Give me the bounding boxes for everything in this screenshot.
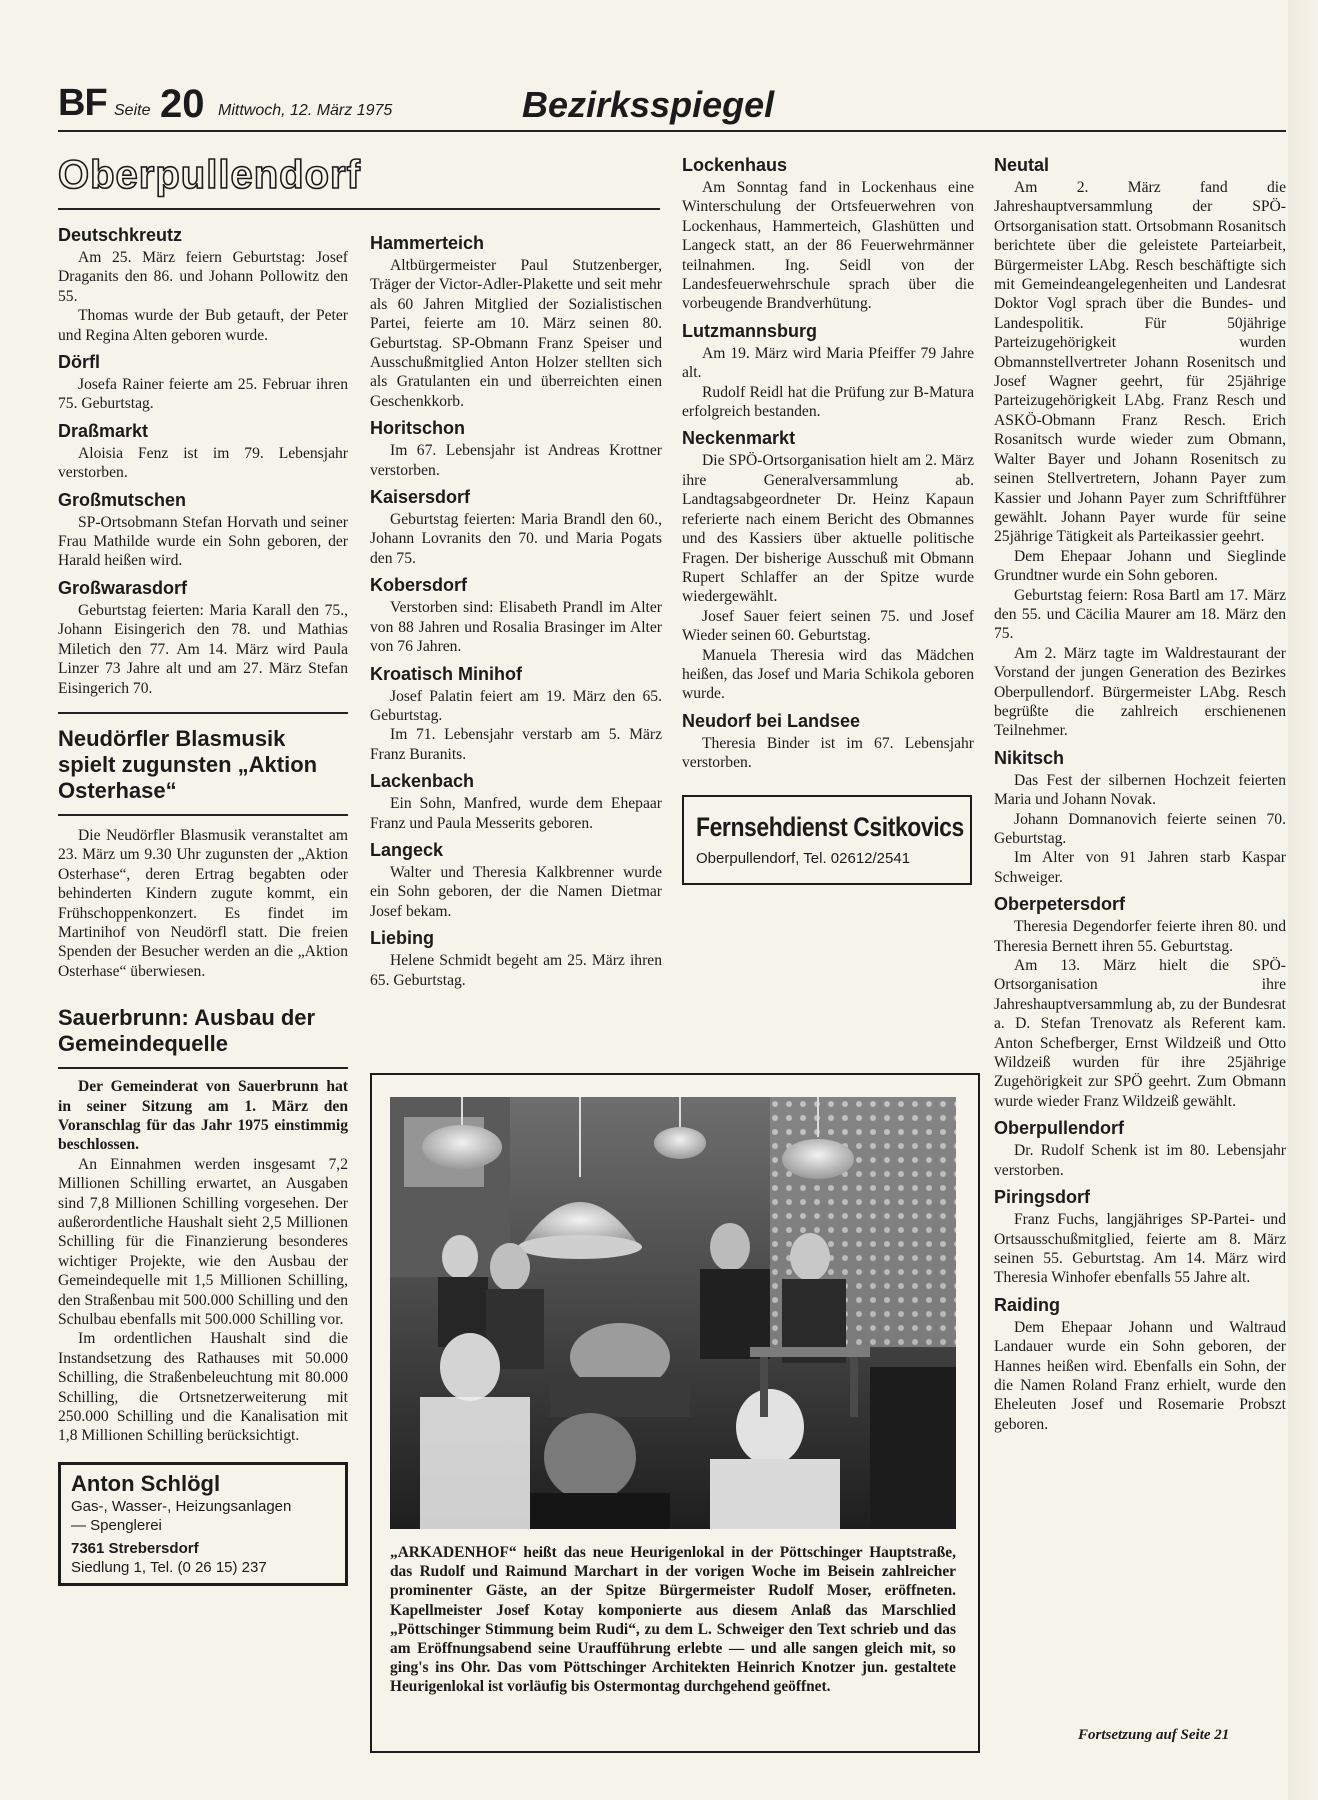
news-paragraph: Franz Fuchs, langjähriges SP-Partei- und Ortsausschußmitglied, feierte am 8. März seinen 55. Geburtstag. Am 14. März wird Theresia Winhofer ebenfalls 55 Jahre alt.: [994, 1211, 1286, 1287]
column-2-items: [370, 232, 662, 990]
news-paragraph: Am Sonntag fand in Lockenhaus eine Winterschulung der Ortsfeuerwehren von Lockenhaus, Hammerteich, Glashütten und Langeck statt, an der 86 Feuerwehrmänner teilnahmen. Ing. Seidl von der Landesfeuerwehrschule sprach über die vorbeugende Brandverhütung.: [682, 179, 974, 313]
news-paragraph: Josef Palatin feiert am 19. März den 65. Geburtstag.: [370, 687, 662, 724]
photo-box: [370, 1073, 980, 1753]
column-3-items: [682, 154, 974, 773]
masthead-section: Bezirksspiegel: [522, 84, 775, 125]
news-paragraph: Geburtstag feiern: Rosa Bartl am 17. März den 55. und Cäcilia Maurer am 18. März den 75.: [994, 586, 1286, 643]
place-heading: Nikitsch: [994, 747, 1065, 768]
title-rule: [58, 208, 660, 210]
article-sauerbrunn-title: Sauerbrunn: Ausbau der Gemeindequelle: [58, 1005, 316, 1057]
masthead-rule: [58, 130, 1286, 132]
place-heading: Neutal: [994, 155, 1050, 175]
restaurant-photo: [390, 1097, 956, 1529]
article-rule: [58, 814, 348, 816]
column-1: [58, 150, 361, 1586]
place-heading: Raiding: [994, 1294, 1060, 1315]
news-paragraph: Theresia Degendorfer feierte ihren 80. und Theresia Bernett ihren 55. Geburtstag.: [994, 918, 1286, 955]
place-heading: Piringsdorf: [994, 1187, 1091, 1208]
news-paragraph: Helene Schmidt begeht am 25. März ihren 65. Geburtstag.: [370, 952, 662, 989]
masthead-page-number: 20: [160, 82, 205, 126]
article-rule: [58, 712, 348, 714]
article-neudoerfl-body: Die Neudörfler Blasmusik veranstaltet am 23. März um 9.30 Uhr zugunsten der „Aktion Osterhase“, deren Ertrag begabten oder behinderten Kindern zugute kommt, ein Frühschoppenkonzert. Es findet im Martinihof von Neudörfl statt. Die freien Spenden der Besucher werden an die „Aktion Osterhase“ überwiesen.: [58, 826, 348, 980]
news-paragraph: Ein Sohn, Manfred, wurde dem Ehepaar Franz und Paula Messerits geboren.: [370, 795, 662, 832]
masthead-date: Mittwoch, 12. März 1975: [218, 102, 393, 119]
news-paragraph: Josef Sauer feiert seinen 75. und Josef Wieder seinen 60. Geburtstag.: [682, 607, 974, 645]
place-heading: Hammerteich: [370, 233, 485, 253]
news-paragraph: Das Fest der silbernen Hochzeit feierten Maria und Johann Novak.: [994, 771, 1286, 809]
article-neudoerfl-title: Neudörfler Blasmusik spielt zugunsten „Aktion Osterhase“: [58, 725, 318, 803]
news-paragraph: Aloisia Fenz ist im 79. Lebensjahr verstorben.: [58, 444, 348, 482]
news-paragraph: SP-Ortsobmann Stefan Horvath und seiner Frau Mathilde wurde ein Sohn geboren, der Harald heißen wird.: [58, 513, 348, 570]
news-paragraph: Am 19. März wird Maria Pfeiffer 79 Jahre alt.: [682, 344, 974, 382]
ad-anton-schloegl: [58, 1462, 348, 1586]
news-paragraph: Theresia Binder ist im 67. Lebensjahr verstorben.: [682, 734, 974, 772]
news-paragraph: Im 67. Lebensjahr ist Andreas Krottner verstorben.: [370, 442, 662, 479]
masthead-seite-label: Seite: [114, 102, 151, 119]
news-paragraph: Dem Ehepaar Johann und Sieglinde Grundtner wurde ein Sohn geboren.: [994, 547, 1286, 585]
masthead: [58, 82, 1286, 132]
column-4-items: [994, 154, 1286, 1434]
place-heading: Neckenmarkt: [682, 428, 796, 449]
news-paragraph: Die SPÖ-Ortsorganisation hielt am 2. März ihre Generalversammlung ab. Landtagsabgeordneter Dr. Heinz Kapaun referierte nach einem Bericht des Obmannes und des Kassiers über aktuelle politische Fragen. Der bisherige Ausschuß mit Obmann Rupert Schlaffer an der Spitze wurde wiedergewählt.: [682, 452, 974, 606]
district-title: Oberpullendorf: [58, 153, 361, 197]
ad-line: Oberpullendorf, Tel. 02612/2541: [696, 849, 911, 867]
news-paragraph: Am 13. März hielt die SPÖ-Ortsorganisation ihre Jahreshauptversammlung ab, zu der Bundesrat a. D. Stefan Trenovatz als Referent kam. Anton Schefberger, Ernst Wildzeiß und Otto Wildzeiß wurden für ihre 25jährige Zugehörigkeit zur SPÖ geehrt. Zum Obmann wurde wieder Franz Wildzeiß gewählt.: [994, 957, 1286, 1110]
news-paragraph: Verstorben sind: Elisabeth Prandl im Alter von 88 Jahren und Rosalia Brasinger im Alter von 76 Jahren.: [370, 599, 662, 656]
column-3: [682, 154, 974, 885]
column-2: [370, 232, 662, 990]
article-rule: [58, 1067, 348, 1069]
article-sauerbrunn-paragraph: Im ordentlichen Haushalt sind die Instandsetzung des Rathauses mit 50.000 Schilling, die Straßenbeleuchtung mit 80.000 Schilling, die Ortsnetzerweiterung mit 250.000 Schilling und die Kanalisation mit 1,8 Millionen Schilling berücksichtigt.: [58, 1330, 348, 1445]
news-paragraph: Geburtstag feierten: Maria Brandl den 60., Johann Lovranits den 70. und Maria Pogats den 75.: [370, 511, 662, 567]
news-paragraph: Im 71. Lebensjahr verstarb am 5. März Franz Buranits.: [370, 726, 662, 763]
ad-line: 7361 Strebersdorf: [71, 1539, 199, 1557]
place-heading: Oberpullendorf: [994, 1118, 1124, 1139]
place-heading: Dörfl: [58, 352, 100, 373]
place-heading: Neudorf bei Landsee: [682, 710, 861, 731]
ad-fernsehdienst: [682, 795, 972, 885]
place-heading: Kobersdorf: [370, 575, 468, 596]
news-paragraph: Thomas wurde der Bub getauft, der Peter und Regina Alten geboren wurde.: [58, 307, 348, 344]
ad-line: Siedlung 1, Tel. (0 26 15) 237: [71, 1558, 267, 1576]
masthead-logo: BF: [58, 82, 107, 124]
news-paragraph: Am 25. März feiern Geburtstag: Josef Draganits den 86. und Johann Pollowitz den 55.: [58, 249, 348, 305]
place-heading: Großmutschen: [58, 489, 187, 510]
news-paragraph: Josefa Rainer feierte am 25. Februar ihren 75. Geburtstag.: [58, 376, 348, 413]
photo-caption: „ARKADENHOF“ heißt das neue Heurigenlokal in der Pöttschinger Hauptstraße, das Rudolf und Raimund Marchart in der vorigen Woche im Beisein zahlreicher prominenter Gäste, an der Spitze Bürgermeister Rudolf Moser, eröffneten. Kapellmeister Josef Kotay komponierte aus diesem Anlaß das Marschlied „Pöttschinger Stimmung beim Rudi“, zu dem L. Schweiger den Text schrieb und das am Eröffnungsabend seine Uraufführung erlebte — und alle sangen gleich mit, so ging's ins Ohr. Das vom Pöttschinger Architekten Heinrich Knotzer jun. gestaltete Heurigenlokal ist vorläufig bis Ostermontag durchgehend geöffnet.: [390, 1544, 956, 1696]
news-paragraph: Dem Ehepaar Johann und Waltraud Landauer wurde ein Sohn geboren, der Hannes heißen wird. Ebenfalls ein Sohn, der die Namen Roland Franz erhielt, wurde den Eheleuten Josef und Rosemarie Probszt geboren.: [994, 1318, 1286, 1433]
article-sauerbrunn-lead: Der Gemeinderat von Sauerbrunn hat in seiner Sitzung am 1. März den Voranschlag für das Jahr 1975 einstimmig beschlossen.: [58, 1078, 348, 1154]
news-paragraph: Manuela Theresia wird das Mädchen heißen, das Josef und Maria Schikola geboren wurde.: [682, 646, 974, 703]
column-1-items: [58, 224, 348, 698]
ad-name: Fernsehdienst Csitkovics: [696, 811, 964, 842]
news-paragraph: Walter und Theresia Kalkbrenner wurde ein Sohn geboren, der die Namen Dietmar Josef bekam.: [370, 863, 662, 920]
place-heading: Lackenbach: [370, 771, 475, 792]
place-heading: Kaisersdorf: [370, 487, 471, 508]
place-heading: Großwarasdorf: [58, 577, 188, 598]
news-paragraph: Rudolf Reidl hat die Prüfung zur B-Matura erfolgreich bestanden.: [682, 383, 974, 421]
article-sauerbrunn-paragraph: An Einnahmen werden insgesamt 7,2 Millionen Schilling erwartet, an Ausgaben sind 7,8 Millionen Schilling vorgesehen. Der außerordentliche Haushalt sieht 2,5 Millionen Schilling für die Finanzierung besonderes wichtiger Projekte, wie den Ausbau der Gemeindequelle mit 1,5 Millionen Schilling, den Straßenbau mit 500.000 Schilling und den Schulbau ebenfalls mit 500.000 Schilling vor.: [58, 1155, 348, 1329]
news-paragraph: Geburtstag feierten: Maria Karall den 75., Johann Eisingerich den 78. und Mathias Miletich den 77. Am 14. März wird Paula Linzer 73 Jahre alt und am 27. März Stefan Eisingerich 70.: [58, 601, 348, 697]
place-heading: Deutschkreutz: [58, 225, 183, 245]
ad-line: — Spenglerei: [71, 1516, 162, 1534]
page-edge: [1288, 0, 1318, 1800]
continuation-note: Fortsetzung auf Seite 21: [1078, 1727, 1230, 1743]
news-paragraph: Am 2. März tagte im Waldrestaurant der Vorstand der jungen Generation des Bezirkes Oberpullendorf. Bürgermeister LAbg. Resch begrüßte die zahlreich erschienenen Teilnehmer.: [994, 644, 1286, 740]
news-paragraph: Am 2. März fand die Jahreshauptversammlung der SPÖ-Ortsorganisation statt. Ortsobmann Rosanitsch berichtete über die geleistete Parteiarbeit, Bürgermeister LAbg. Resch beschäftigte sich mit Gemeindeangelegenheiten und Landesrat Doktor Vogl sprach über die Bundes- und Landespolitik. Für 50jährige Parteizugehörigkeit wurden Obmannstellvertreter Johann Rosenitsch und Josef Wagner geehrt, für 25jährige Parteizugehörigkeit LAbg. Franz Resch und ASKÖ-Obmann Franz Resch. Erich Rosanitsch wurde wieder zum Obmann, Walter Bayer und Johann Rosenitsch zu seinen Stellvertretern, Johann Payer zum Kassier und Johann Payer zum Schriftführer gewählt. Johann Payer wurde für seine 25jährige Tätigkeit als Parteikassier geehrt.: [994, 179, 1286, 546]
place-heading: Liebing: [370, 928, 434, 949]
column-4: [994, 154, 1286, 1434]
news-paragraph: Johann Domnanovich feierte seinen 70. Geburtstag.: [994, 810, 1286, 847]
ad-line: Gas-, Wasser-, Heizungsanlagen: [71, 1497, 292, 1515]
news-paragraph: Altbürgermeister Paul Stutzenberger, Träger der Victor-Adler-Plakette und seit mehr als 60 Jahren Mitglied der Sozialistischen Partei, feierte am 10. März seinen 80. Geburtstag. SP-Obmann Franz Speiser und Ausschußmitglied Anton Holzer stellten sich als Gratulanten ein und überreichten einen Geschenkkorb.: [370, 257, 662, 410]
place-heading: Lockenhaus: [682, 155, 788, 175]
news-paragraph: Im Alter von 91 Jahren starb Kaspar Schweiger.: [994, 849, 1286, 886]
place-heading: Langeck: [370, 839, 444, 860]
place-heading: Horitschon: [370, 418, 466, 439]
place-heading: Draßmarkt: [58, 420, 149, 441]
place-heading: Kroatisch Minihof: [370, 663, 522, 684]
place-heading: Oberpetersdorf: [994, 894, 1126, 915]
place-heading: Lutzmannsburg: [682, 320, 817, 341]
restaurant-photo-image: [390, 1097, 956, 1529]
ad-name: Anton Schlögl: [71, 1470, 221, 1496]
news-paragraph: Dr. Rudolf Schenk ist im 80. Lebensjahr verstorben.: [994, 1142, 1286, 1179]
